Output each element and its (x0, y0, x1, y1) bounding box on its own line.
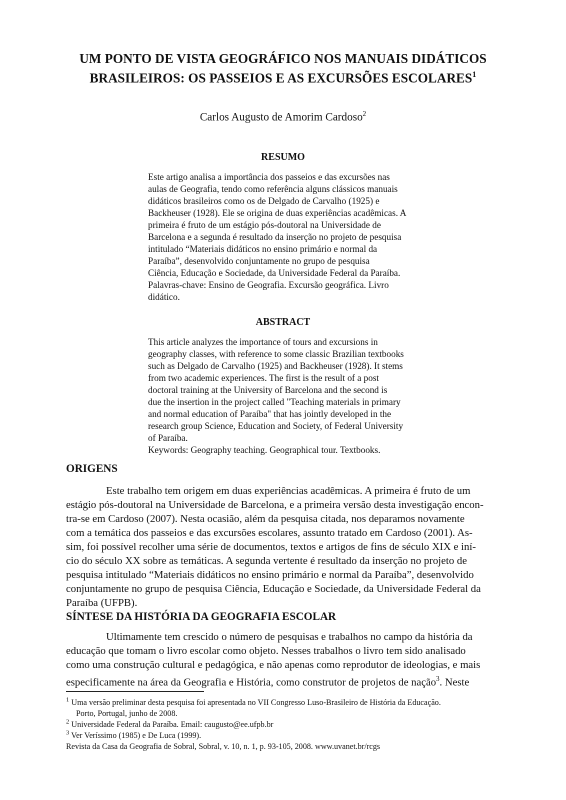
resumo-line: Barcelona e a segunda é resultado da inserção no projeto de pesquisa (148, 232, 402, 242)
abstract-line: research group Science, Education and Society, of Federal University (148, 421, 404, 431)
abstract-line: from two academic experiences. The first is the result of a post (148, 373, 379, 383)
abstract-line: such as Delgado de Carvalho (1925) and Backheuser (1928). It stems (148, 361, 403, 371)
footnote-2 (66, 719, 506, 730)
origens-line: Paraíba (UFPB). (66, 597, 138, 609)
sintese-line (66, 672, 500, 690)
resumo-line: primeira é fruto de um estágio pós-doutoral na Universidade de (148, 220, 381, 230)
footnotes (66, 697, 506, 752)
origens-line: cio do século XX sobre as temáticas. A segunda vertente é resultado da inserção no projeto de (66, 555, 467, 567)
title-line-1: UM PONTO DE VISTA GEOGRÁFICO NOS MANUAIS DIDÁTICOS (79, 51, 487, 66)
resumo-line: intitulado “Materiais didáticos no ensino primário e normal da (148, 244, 378, 254)
footnote-1 (66, 697, 506, 708)
footnote-text: Ver Veríssimo (1985) e De Luca (1999). (71, 731, 202, 740)
origens-text (66, 484, 500, 610)
sintese-text (66, 630, 500, 690)
footnote-number: 2 (66, 718, 70, 726)
footnote-1-cont: Porto, Portugal, junho de 2008. (76, 709, 178, 718)
abstract-keywords: Keywords: Geography teaching. Geographical tour. Textbooks. (148, 445, 381, 455)
sintese-line: como uma construção cultural e pedagógica, e não apenas como reprodutor de ideologias, e mais (66, 659, 481, 671)
paper-title (60, 51, 506, 86)
origens-line: pesquisa intitulado “Materiais didáticos no ensino primário e normal da Paraíba”, desenvolvido (66, 569, 474, 581)
footnote-separator (66, 691, 204, 692)
title-line-2-text: BRASILEIROS: OS PASSEIOS E AS EXCURSÕES ESCOLARES (89, 70, 473, 86)
title-line-2 (60, 67, 506, 86)
abstract-line: of Paraíba. (148, 433, 188, 443)
resumo-heading: RESUMO (261, 152, 305, 163)
abstract-text (148, 336, 420, 456)
footnote-3 (66, 730, 506, 741)
footnote-number: 3 (66, 729, 70, 737)
sintese-last-line-tail: . Neste (439, 676, 470, 689)
abstract-line: geography classes, with reference to some classic Brazilian textbooks (148, 349, 404, 359)
abstract-line: and normal education of Paraíba" that has jointly developed in the (148, 409, 392, 419)
origens-line: estágio pós-doutoral na Universidade de Barcelona, e a primeira versão desta investigação encon- (66, 499, 484, 511)
origens-line: sim, foi possível recolher uma série de documentos, textos e artigos de fins de século XIX e iní- (66, 541, 476, 553)
origens-line: Este trabalho tem origem em duas experiências acadêmicas. A primeira é fruto de um (106, 485, 471, 497)
resumo-line: Este artigo analisa a importância dos passeios e das excursões nas (148, 172, 390, 182)
journal-reference: Revista da Casa da Geografia de Sobral, Sobral, v. 10, n. 1, p. 93-105, 2008. www.uvanet.br/rcgs (66, 742, 381, 751)
abstract-line: This article analyzes the importance of tours and excursions in (148, 337, 378, 347)
footnote-text: Universidade Federal da Paraíba. Email: caugusto@ee.ufpb.br (71, 720, 274, 729)
author-name: Carlos Augusto de Amorim Cardoso (199, 111, 363, 124)
resumo-line: didáticos brasileiros como os de Delgado de Carvalho (1925) e (148, 196, 380, 206)
section-heading-sintese: SÍNTESE DA HISTÓRIA DA GEOGRAFIA ESCOLAR (66, 611, 337, 623)
author-line (0, 110, 566, 124)
resumo-text (148, 171, 420, 303)
sintese-line: Ultimamente tem crescido o número de pesquisas e trabalhos no campo da história da (106, 631, 473, 643)
abstract-line: due the insertion in the project called "Teaching materials in primary (148, 397, 401, 407)
resumo-line: aulas de Geografia, tendo como referência alguns clássicos manuais (148, 184, 398, 194)
origens-line: conjuntamente no grupo de pesquisa Ciência, Educação e Sociedade, da Universidade Federal da (66, 583, 481, 595)
footnote-number: 1 (66, 696, 70, 704)
resumo-keywords-cont: didático. (148, 292, 180, 302)
origens-line: com a temática dos passeios e das excursões escolares, assunto tratado em Cardoso (2001). As- (66, 527, 473, 539)
sintese-footnote-ref: 3 (436, 675, 440, 683)
section-heading-origens: ORIGENS (66, 463, 118, 475)
footnote-text: Uma versão preliminar desta pesquisa foi apresentada no VII Congresso Luso-Brasileiro de História da Educação. (71, 698, 441, 707)
title-footnote-ref: 1 (472, 70, 477, 79)
sintese-last-line: especificamente na área da Geografia e História, como construtor de projetos de nação (66, 676, 437, 689)
abstract-line: doctoral training at the University of Barcelona and the second is (148, 385, 388, 395)
resumo-line: Backheuser (1928). Ele se origina de duas experiências acadêmicas. A (148, 208, 407, 218)
resumo-line: Paraíba”, desenvolvido conjuntamente no grupo de pesquisa (148, 256, 370, 266)
sintese-line: educação que tomam o livro escolar como objeto. Nesses trabalhos o livro tem sido analisado (66, 645, 466, 657)
author-footnote-ref: 2 (362, 110, 367, 118)
resumo-line: Ciência, Educação e Sociedade, da Universidade Federal da Paraíba. (148, 268, 401, 278)
abstract-heading: ABSTRACT (255, 317, 311, 328)
origens-line: tra-se em Cardoso (2007). Nesta ocasião, além da pesquisa citada, nos deparamos novamente (66, 513, 465, 525)
resumo-keywords: Palavras-chave: Ensino de Geografia. Excursão geográfica. Livro (148, 280, 389, 290)
